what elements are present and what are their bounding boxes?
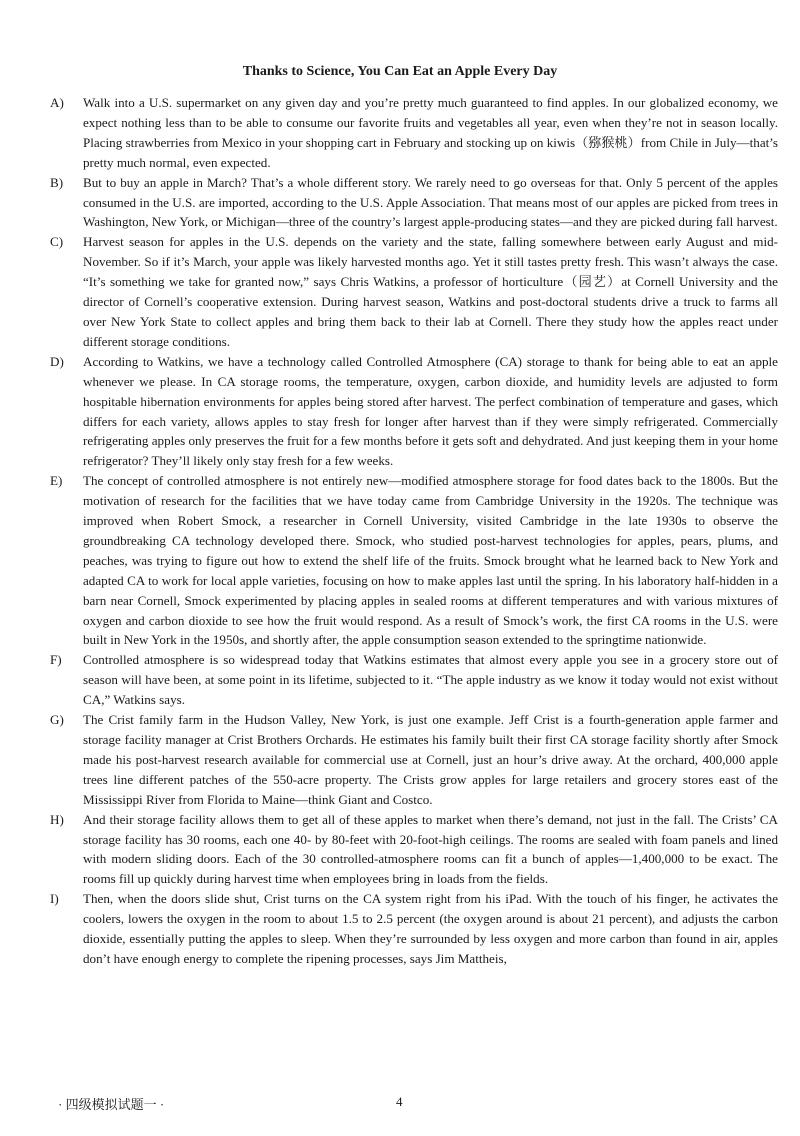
paragraph-d: [50, 352, 778, 471]
paragraph-text: According to Watkins, we have a technology called Controlled Atmosphere (CA) storage to thank for being able to eat an apple whenever we please. In CA storage rooms, the temperature, oxygen, carbon dioxide, and humidity levels are adjusted to form hospitable hibernation environments for apples being stored after harvest. The perfect combination of temperature and gases, which differs for each variety, allows apples to stay fresh for longer after harvest than if they were simply refrigerated. Commercially refrigerating apples only preserves the fruit for a few months before it gets soft and dehydrated. And just keeping them in your home refrigerator? They’ll likely only stay fresh for a few weeks.: [83, 353, 778, 469]
page-number: 4: [396, 1094, 403, 1109]
paragraph-label: B): [50, 174, 64, 190]
paragraph-label: I): [50, 891, 59, 907]
paragraph-e: [50, 471, 778, 650]
paragraph-text: But to buy an apple in March? That’s a whole different story. We rarely need to go overseas for that. Only 5 percent of the apples consumed in the U.S. are imported, according to the U.S. Apple Association. That means most of our apples are picked from trees in Washington, New York, or Michigan—three of the country’s largest apple-producing states—and they are picked during fall harvest.: [83, 174, 778, 230]
paragraph-b: [50, 173, 778, 233]
paragraph-text: Harvest season for apples in the U.S. depends on the variety and the state, falling somewhere between early August and mid-November. So if it’s March, your apple was likely harvested months ago. Yet it still tastes pretty fresh. This wasn’t always the case. “It’s something we take for granted now,” says Chris Watkins, a professor of horticulture（园艺）at Cornell University and the director of Cornell’s cooperative extension. During harvest season, Watkins and post-doctoral students drive a truck to farms all over New York State to collect apples and bring them back to their lab at Cornell. There they study how the apples react under different storage conditions.: [83, 234, 778, 349]
paragraph-text: Controlled atmosphere is so widespread today that Watkins estimates that almost every apple you see in a grocery store out of season will have been, at some point in its lifetime, subjected to it. “The apple industry as we know it today would not exist without CA,” Watkins says.: [83, 652, 778, 708]
paragraph-h: [50, 810, 778, 890]
paragraph-label: H): [50, 811, 64, 827]
paragraph-i: [50, 889, 778, 969]
paragraph-text: The Crist family farm in the Hudson Valley, New York, is just one example. Jeff Crist is a fourth-generation apple farmer and storage facility manager at Crist Brothers Orchards. He estimates his family built their first CA storage facility shortly after Smock made his post-harvest research available for commercial use at Cornell, just an hour’s drive away. At the orchard, 400,000 apple trees line different patches of the 550-acre property. The Crists grow apples for large retailers and grocery stores east of the Mississippi River from Florida to Maine—think Giant and Costco.: [83, 712, 778, 807]
paragraph-a: [50, 93, 778, 173]
paragraph-text: Then, when the doors slide shut, Crist turns on the CA system right from his iPad. With the touch of his finger, he activates the coolers, lowers the oxygen in the room to about 1.5 to 2.5 percent (the oxygen around is about 21 percent), and adjusts the carbon dioxide, essentially putting the apples to sleep. When they’re surrounded by less oxygen and more carbon than found in air, apples don’t have enough energy to complete the ripening processes, says Jim Mattheis,: [83, 891, 778, 966]
paragraph-text: And their storage facility allows them to get all of these apples to market when there’s demand, not just in the fall. The Crists’ CA storage facility has 30 rooms, each one 40- by 80-feet with 20-foot-high ceilings. The rooms are sealed with foam panels and lined with modern sliding doors. Each of the 30 controlled-atmosphere rooms can fit a bunch of apples—1,400,000 to be exact. The rooms fill up quickly during harvest time when employees bring in loads from the fields.: [83, 811, 778, 887]
paragraph-text: Walk into a U.S. supermarket on any given day and you’re pretty much guaranteed to find apples. In our globalized economy, we expect nothing less than to be able to consume our favorite fruits and vegetables all year, even when they’re not in season locally. Placing strawberries from Mexico in your shopping cart in February and stocking up on kiwis（猕猴桃）from Chile in July—that’s pretty much normal, even expected.: [83, 95, 778, 170]
paragraph-label: E): [50, 473, 63, 489]
paragraph-g: [50, 710, 778, 810]
paragraph-text: The concept of controlled atmosphere is not entirely new—modified atmosphere storage for food dates back to the 1800s. But the motivation of research for the facilities that we have today came from Cambridge University in the 1920s. The technique was improved when Robert Smock, a researcher in Cornell University, visited Cambridge in the late 1930s to observe the groundbreaking CA technology developed there. Smock, who studied post-harvest technologies for apples, pears, plums, and peaches, was trying to figure out how to extend the shelf life of the fruits. Smock brought what he learned back to New York and adapted CA to work for local apple varieties, focusing on how to make apples last until the spring. In his laboratory half-hidden in a barn near Cornell, Smock experimented by placing apples in sealed rooms at different temperatures and with various mixtures of oxygen and carbon dioxide to see how the fruit would respond. As a result of Smock’s work, the first CA rooms in the U.S. were built in New York in the 1950s, and shortly after, the apple consumption season extended to the springtime nationwide.: [83, 473, 778, 648]
paragraph-c: [50, 232, 778, 351]
paragraph-label: A): [50, 95, 64, 110]
document-title: Thanks to Science, You Can Eat an Apple Every Day: [242, 64, 558, 79]
paragraph-label: D): [50, 353, 64, 369]
paragraph-f: [50, 650, 778, 710]
paragraph-list: [50, 93, 778, 969]
paragraph-label: G): [50, 712, 64, 728]
paragraph-label: C): [50, 234, 64, 250]
paragraph-label: F): [50, 652, 62, 668]
footer-exam-label: · 四级模拟试题一 ·: [58, 1097, 165, 1112]
